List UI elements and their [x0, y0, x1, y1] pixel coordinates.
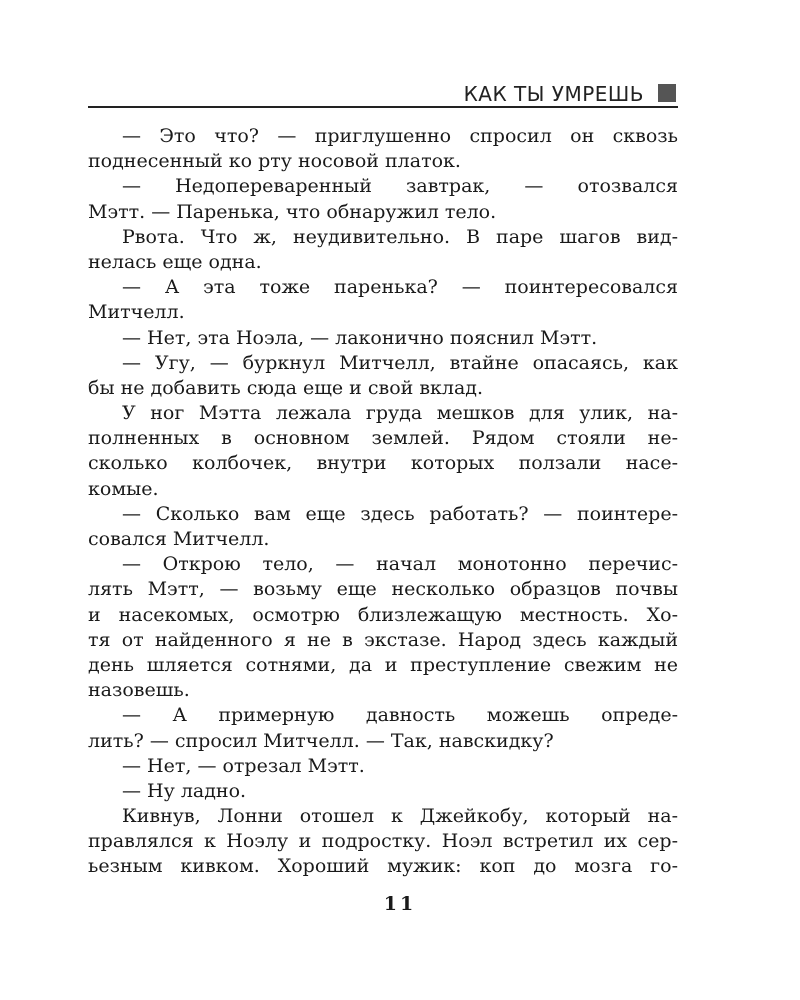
- text-line: Митчелл.: [88, 301, 185, 324]
- text-line: — Нет, — отрезал Мэтт.: [122, 754, 365, 777]
- text-line: ьезным кивком. Хороший мужик: коп до мозга го-: [88, 855, 678, 878]
- text-line: совался Митчелл.: [88, 528, 270, 550]
- text-line: — Нет, эта Ноэла, — лаконично пояснил Мэтт.: [122, 326, 598, 349]
- page-number: 11: [383, 893, 417, 915]
- running-title: КАК ТЫ УМРЕШЬ: [463, 82, 644, 106]
- text-line: У ног Мэтта лежала груда мешков для улик, на-: [122, 402, 678, 425]
- body-text: [88, 124, 678, 880]
- text-line: — А примерную давность можешь опреде-: [122, 704, 678, 727]
- text-line: правлялся к Ноэлу и подростку. Ноэл встретил их сер-: [88, 830, 678, 853]
- square-mark-icon: [658, 84, 676, 102]
- text-line: полненных в основном землей. Рядом стояли не-: [88, 427, 678, 450]
- text-line: — Недопереваренный завтрак, — отозвался: [122, 175, 678, 198]
- text-line: день шляется сотнями, да и преступление свежим не: [88, 653, 678, 676]
- text-line: сколько колбочек, внутри которых ползали насе-: [88, 452, 678, 475]
- text-line: — Угу, — буркнул Митчелл, втайне опасаясь, как: [122, 351, 678, 374]
- text-line: и насекомых, осмотрю близлежащую местность. Хо-: [88, 603, 678, 626]
- text-line: — Открою тело, — начал монотонно перечис-: [122, 553, 678, 576]
- text-line: тя от найденного я не в экстазе. Народ здесь каждый: [88, 628, 678, 651]
- text-line: — Ну ладно.: [122, 779, 247, 802]
- running-header: [88, 78, 678, 108]
- text-line: назовешь.: [88, 679, 190, 702]
- text-line: лить? — спросил Митчелл. — Так, навскидку?: [88, 729, 554, 752]
- text-line: Рвота. Что ж, неудивительно. В паре шагов вид-: [122, 225, 678, 248]
- text-line: Кивнув, Лонни отошел к Джейкобу, который на-: [122, 805, 678, 828]
- text-line: поднесенный ко рту носовой платок.: [88, 150, 461, 173]
- text-line: — Это что? — приглушенно спросил он сквозь: [122, 125, 678, 147]
- text-line: — Сколько вам еще здесь работать? — поинтере-: [122, 502, 678, 525]
- text-line: лять Мэтт, — возьму еще несколько образцов почвы: [88, 578, 678, 601]
- text-line: — А эта тоже паренька? — поинтересовался: [122, 276, 678, 299]
- text-line: Мэтт. — Паренька, что обнаружил тело.: [88, 200, 497, 223]
- text-line: нелась еще одна.: [88, 250, 262, 273]
- text-line: комые.: [88, 477, 159, 500]
- text-line: бы не добавить сюда еще и свой вклад.: [88, 376, 484, 399]
